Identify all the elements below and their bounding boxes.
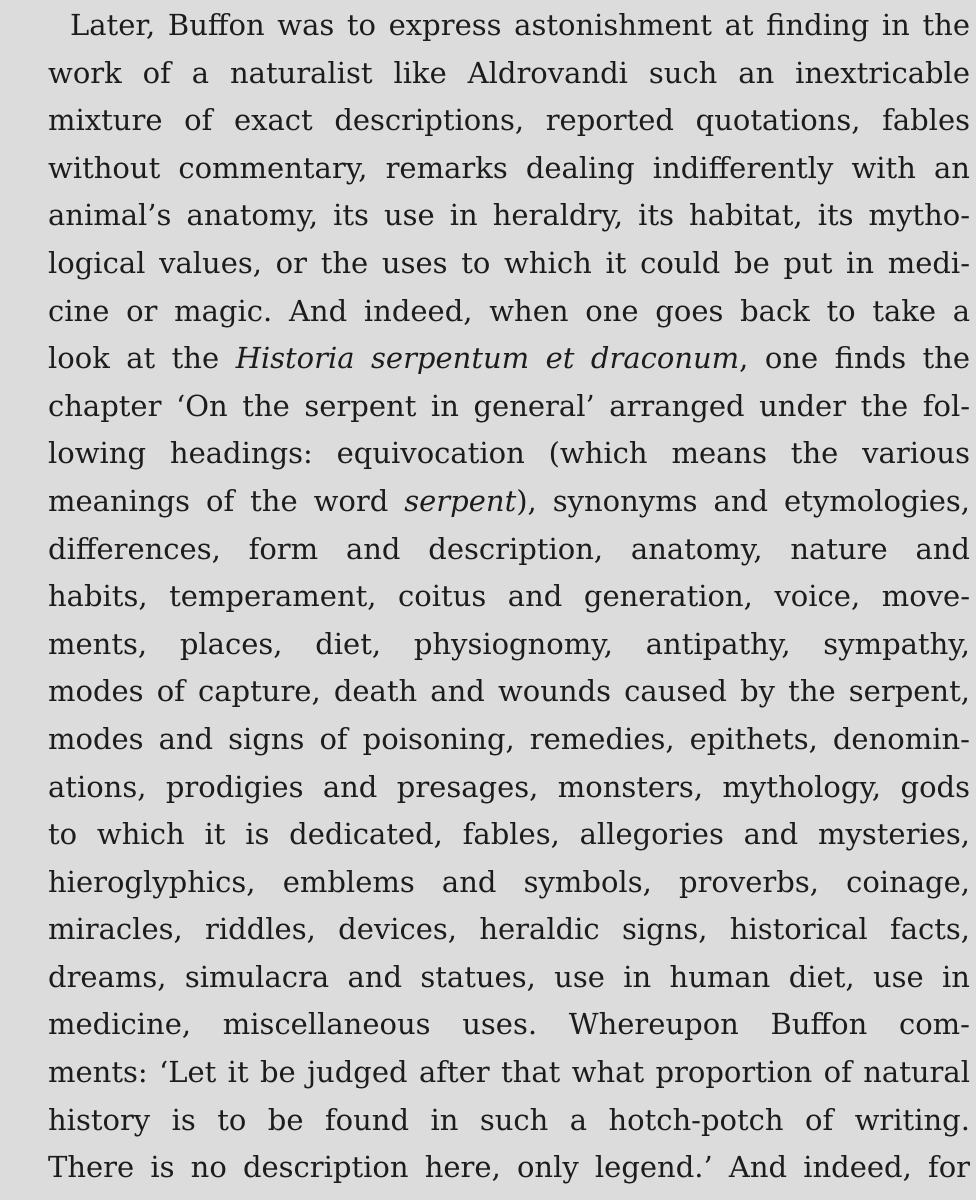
italic-text: Historia serpentum et draconum (235, 341, 740, 376)
text-segment: without commentary, remarks dealing indifferently with an (48, 150, 970, 185)
text-line (48, 716, 970, 764)
text-line (48, 335, 970, 383)
text-line (48, 50, 970, 98)
text-segment: animal’s anatomy, its use in heraldry, its habitat, its mytho- (48, 198, 971, 233)
text-segment: miracles, riddles, devices, heraldic signs, historical facts, (48, 912, 971, 947)
text-line (48, 1001, 970, 1049)
text-line (48, 906, 970, 954)
text-segment: modes and signs of poisoning, remedies, epithets, denomin- (48, 721, 970, 756)
text-segment: habits, temperament, coitus and generation, voice, move- (48, 579, 971, 614)
text-line (48, 573, 970, 621)
text-line (48, 97, 970, 145)
text-line (48, 430, 970, 478)
text-line (48, 954, 970, 1002)
text-segment: history is to be found in such a hotch-potch of writing. (48, 1102, 970, 1137)
text-segment: hieroglyphics, emblems and symbols, proverbs, coinage, (48, 864, 970, 899)
text-line (48, 1144, 970, 1192)
text-segment: work of a naturalist like Aldrovandi such an inextricable (48, 55, 970, 90)
text-segment: lowing headings: equivocation (which means the various (48, 436, 970, 471)
text-segment: Later, Buffon was to express astonishment at finding in the (70, 8, 970, 42)
text-line (48, 1049, 970, 1097)
text-segment: meanings of the word (48, 483, 405, 518)
text-segment: mixture of exact descriptions, reported quotations, fables (48, 103, 970, 138)
text-segment: , one finds the (739, 341, 971, 376)
text-line (48, 383, 970, 431)
text-line (48, 621, 970, 669)
text-line (48, 811, 970, 859)
text-segment: ations, prodigies and presages, monsters, mythology, gods (48, 769, 970, 804)
text-line (48, 859, 970, 907)
italic-text: serpent (404, 483, 517, 518)
text-segment: look at the (48, 341, 236, 376)
body-paragraph (48, 2, 970, 1192)
text-segment: dreams, simulacra and statues, use in human diet, use in (48, 959, 970, 994)
text-segment: ), synonyms and etymologies, (516, 483, 971, 518)
text-line (48, 668, 970, 716)
text-line (48, 2, 970, 50)
text-line (48, 192, 970, 240)
text-segment: modes of capture, death and wounds caused by the serpent, (48, 674, 970, 709)
text-segment: chapter ‘On the serpent in general’ arranged under the fol- (48, 388, 971, 423)
text-segment: There is no description here, only legend.’ And indeed, for (48, 1150, 971, 1185)
text-segment: medicine, miscellaneous uses. Whereupon Buffon com- (48, 1007, 970, 1042)
text-line (48, 478, 970, 526)
text-line (48, 526, 970, 574)
text-line (48, 1097, 970, 1145)
text-line (48, 240, 970, 288)
text-segment: to which it is dedicated, fables, allegories and mysteries, (48, 817, 970, 852)
text-segment: differences, form and description, anatomy, nature and (48, 531, 970, 566)
text-segment: ments, places, diet, physiognomy, antipathy, sympathy, (48, 626, 971, 661)
text-line (48, 145, 970, 193)
text-segment: logical values, or the uses to which it could be put in medi- (48, 245, 971, 280)
text-line (48, 764, 970, 812)
text-segment: ments: ‘Let it be judged after that what proportion of natural (48, 1055, 970, 1090)
text-segment: cine or magic. And indeed, when one goes back to take a (48, 293, 971, 328)
text-line (48, 288, 970, 336)
